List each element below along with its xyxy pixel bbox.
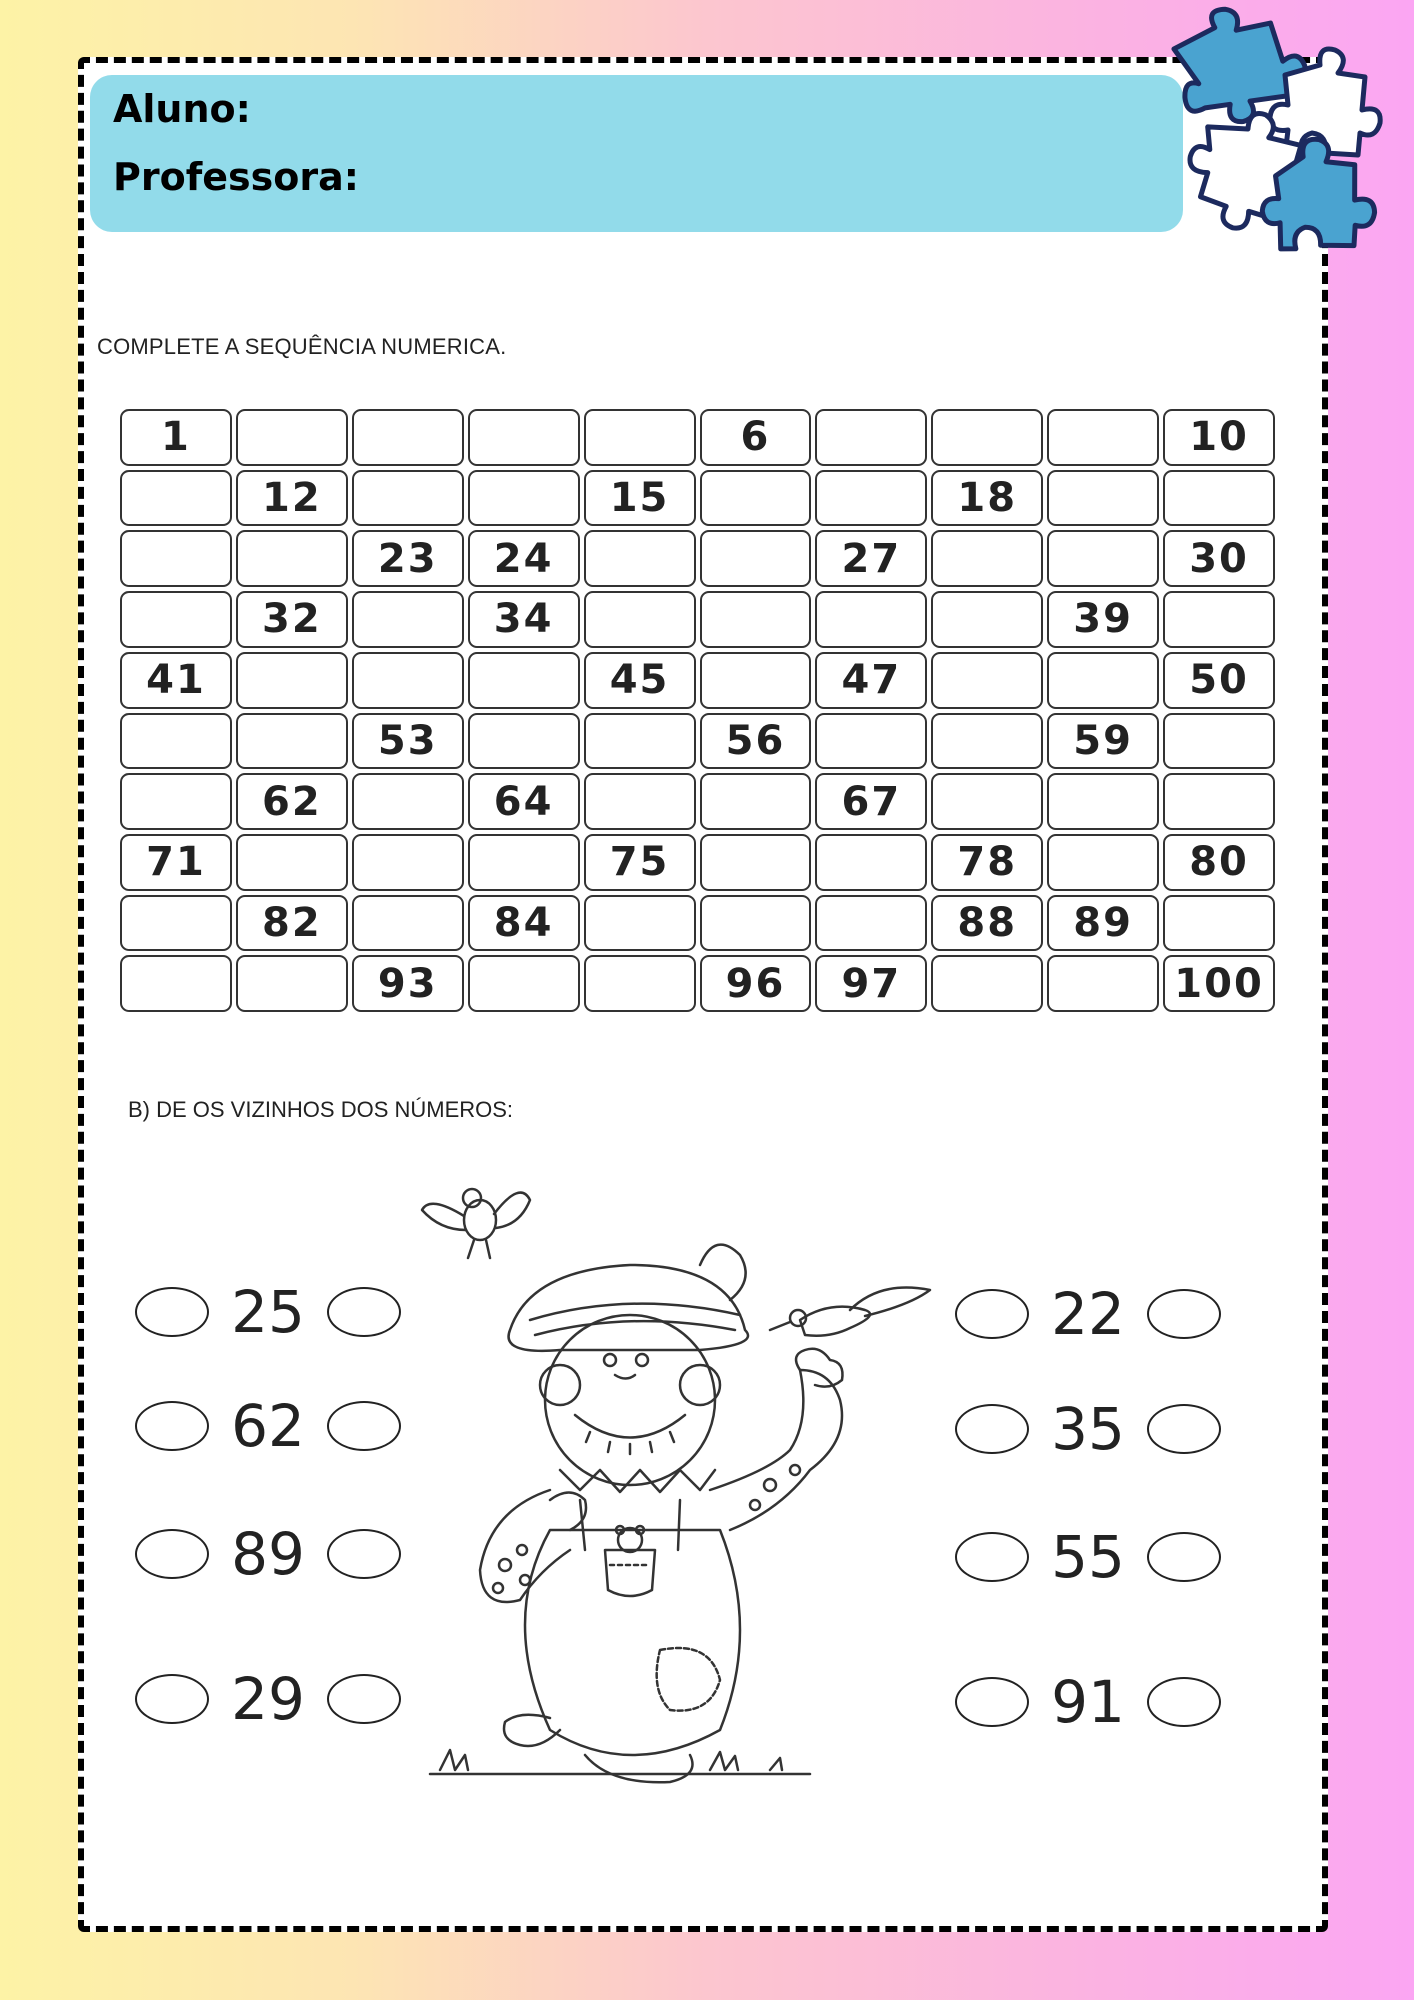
answer-circle-after[interactable]: [327, 1674, 401, 1724]
grid-cell[interactable]: [931, 409, 1043, 466]
neighbor-number: 35: [1051, 1395, 1125, 1463]
grid-cell[interactable]: [120, 955, 232, 1012]
grid-cell[interactable]: 6: [700, 409, 812, 466]
professora-label: Professora:: [113, 155, 359, 199]
grid-cell[interactable]: [120, 895, 232, 952]
grid-cell[interactable]: 30: [1163, 530, 1275, 587]
grid-cell[interactable]: [1163, 591, 1275, 648]
grid-cell[interactable]: 56: [700, 713, 812, 770]
neighbor-number: 25: [231, 1278, 305, 1346]
grid-cell[interactable]: [236, 652, 348, 709]
answer-circle-before[interactable]: [135, 1401, 209, 1451]
grid-cell[interactable]: [700, 834, 812, 891]
answer-circle-before[interactable]: [135, 1287, 209, 1337]
grid-cell[interactable]: [1047, 955, 1159, 1012]
neighbor-number: 62: [231, 1392, 305, 1460]
grid-cell[interactable]: [352, 409, 464, 466]
grid-cell[interactable]: [1047, 530, 1159, 587]
grid-cell[interactable]: [468, 834, 580, 891]
grid-cell[interactable]: [700, 470, 812, 527]
grid-cell[interactable]: 100: [1163, 955, 1275, 1012]
grid-cell[interactable]: [584, 591, 696, 648]
answer-circle-before[interactable]: [135, 1529, 209, 1579]
grid-cell[interactable]: 97: [815, 955, 927, 1012]
grid-cell[interactable]: 39: [1047, 591, 1159, 648]
grid-cell[interactable]: 45: [584, 652, 696, 709]
neighbor-row-left-2: [135, 1392, 401, 1460]
grid-cell[interactable]: 88: [931, 895, 1043, 952]
grid-cell[interactable]: 53: [352, 713, 464, 770]
grid-cell[interactable]: 67: [815, 773, 927, 830]
grid-cell[interactable]: [700, 652, 812, 709]
grid-cell[interactable]: [815, 591, 927, 648]
grid-cell[interactable]: 80: [1163, 834, 1275, 891]
grid-cell[interactable]: 84: [468, 895, 580, 952]
grid-cell[interactable]: [1047, 773, 1159, 830]
neighbor-number: 29: [231, 1665, 305, 1733]
grid-cell[interactable]: [236, 530, 348, 587]
neighbor-row-left-1: [135, 1278, 401, 1346]
grid-cell[interactable]: [468, 409, 580, 466]
grid-cell[interactable]: 18: [931, 470, 1043, 527]
grid-cell[interactable]: 41: [120, 652, 232, 709]
grid-cell[interactable]: [1163, 895, 1275, 952]
grid-cell[interactable]: [352, 591, 464, 648]
grid-cell[interactable]: [236, 409, 348, 466]
grid-cell[interactable]: [352, 773, 464, 830]
grid-cell[interactable]: [236, 713, 348, 770]
grid-cell[interactable]: [700, 591, 812, 648]
grid-cell[interactable]: 82: [236, 895, 348, 952]
grid-cell[interactable]: 89: [1047, 895, 1159, 952]
grid-cell[interactable]: [120, 530, 232, 587]
neighbor-row-left-4: [135, 1665, 401, 1733]
grid-cell[interactable]: [700, 773, 812, 830]
grid-cell[interactable]: [1163, 773, 1275, 830]
grid-cell[interactable]: [700, 895, 812, 952]
grid-cell[interactable]: [236, 955, 348, 1012]
grid-cell[interactable]: [815, 409, 927, 466]
grid-cell[interactable]: [352, 470, 464, 527]
grid-cell[interactable]: 71: [120, 834, 232, 891]
answer-circle-before[interactable]: [955, 1532, 1029, 1582]
grid-cell[interactable]: [352, 895, 464, 952]
grid-cell[interactable]: [1163, 470, 1275, 527]
neighbor-number: 55: [1051, 1523, 1125, 1591]
grid-cell[interactable]: [815, 834, 927, 891]
grid-cell[interactable]: 1: [120, 409, 232, 466]
grid-cell[interactable]: [931, 773, 1043, 830]
student-info-box: [90, 75, 1183, 232]
grid-cell[interactable]: [468, 955, 580, 1012]
grid-cell[interactable]: 75: [584, 834, 696, 891]
grid-cell[interactable]: [468, 713, 580, 770]
grid-cell[interactable]: [584, 773, 696, 830]
grid-cell[interactable]: [584, 895, 696, 952]
answer-circle-after[interactable]: [1147, 1289, 1221, 1339]
grid-cell[interactable]: 93: [352, 955, 464, 1012]
grid-cell[interactable]: [931, 955, 1043, 1012]
grid-cell[interactable]: 23: [352, 530, 464, 587]
grid-cell[interactable]: [815, 470, 927, 527]
answer-circle-before[interactable]: [955, 1404, 1029, 1454]
neighbor-number: 89: [231, 1520, 305, 1588]
grid-cell[interactable]: [1047, 409, 1159, 466]
exercise-b-title: B) DE OS VIZINHOS DOS NÚMEROS:: [128, 1097, 514, 1122]
grid-cell[interactable]: 15: [584, 470, 696, 527]
grid-cell[interactable]: 10: [1163, 409, 1275, 466]
answer-circle-after[interactable]: [327, 1529, 401, 1579]
grid-cell[interactable]: [352, 652, 464, 709]
grid-cell[interactable]: [584, 530, 696, 587]
scarecrow-illustration: [410, 1170, 950, 1790]
grid-cell[interactable]: [931, 530, 1043, 587]
grid-cell[interactable]: [352, 834, 464, 891]
answer-circle-after[interactable]: [327, 1401, 401, 1451]
grid-cell[interactable]: [584, 713, 696, 770]
answer-circle-before[interactable]: [955, 1289, 1029, 1339]
grid-cell[interactable]: [815, 713, 927, 770]
grid-cell[interactable]: [700, 530, 812, 587]
grid-cell[interactable]: [931, 713, 1043, 770]
grid-cell[interactable]: 96: [700, 955, 812, 1012]
grid-cell[interactable]: 59: [1047, 713, 1159, 770]
grid-cell[interactable]: [931, 591, 1043, 648]
grid-cell[interactable]: 27: [815, 530, 927, 587]
grid-cell[interactable]: [815, 895, 927, 952]
neighbor-number: 22: [1051, 1280, 1125, 1348]
neighbor-row-left-3: [135, 1520, 401, 1588]
neighbor-number: 91: [1051, 1668, 1125, 1736]
grid-cell[interactable]: [584, 409, 696, 466]
grid-cell[interactable]: 47: [815, 652, 927, 709]
grid-cell[interactable]: [468, 652, 580, 709]
neighbor-row-right-3: [955, 1523, 1221, 1591]
bird-left-icon: [422, 1189, 530, 1258]
neighbor-row-right-1: [955, 1280, 1221, 1348]
grid-cell[interactable]: 62: [236, 773, 348, 830]
grid-cell[interactable]: 34: [468, 591, 580, 648]
answer-circle-after[interactable]: [1147, 1404, 1221, 1454]
grid-cell[interactable]: [120, 591, 232, 648]
grid-cell[interactable]: [584, 955, 696, 1012]
answer-circle-after[interactable]: [1147, 1677, 1221, 1727]
grid-cell[interactable]: [1047, 834, 1159, 891]
grid-cell[interactable]: [120, 470, 232, 527]
answer-circle-before[interactable]: [955, 1677, 1029, 1727]
grid-cell[interactable]: 50: [1163, 652, 1275, 709]
grid-cell[interactable]: 24: [468, 530, 580, 587]
grid-cell[interactable]: [236, 834, 348, 891]
grid-cell[interactable]: [931, 652, 1043, 709]
number-grid: [118, 407, 1277, 1014]
answer-circle-before[interactable]: [135, 1674, 209, 1724]
grid-cell[interactable]: 12: [236, 470, 348, 527]
grid-cell[interactable]: 32: [236, 591, 348, 648]
puzzle-pieces-icon: [1170, 5, 1390, 260]
neighbor-row-right-4: [955, 1668, 1221, 1736]
bird-right-icon: [770, 1288, 930, 1336]
grid-cell[interactable]: [468, 470, 580, 527]
grid-cell[interactable]: [1047, 470, 1159, 527]
exercise-a-title: COMPLETE A SEQUÊNCIA NUMERICA.: [97, 334, 507, 359]
grid-cell[interactable]: 64: [468, 773, 580, 830]
grid-cell[interactable]: [1047, 652, 1159, 709]
answer-circle-after[interactable]: [1147, 1532, 1221, 1582]
grid-cell[interactable]: [1163, 713, 1275, 770]
answer-circle-after[interactable]: [327, 1287, 401, 1337]
grid-cell[interactable]: [120, 773, 232, 830]
grid-cell[interactable]: 78: [931, 834, 1043, 891]
grid-cell[interactable]: [120, 713, 232, 770]
aluno-label: Aluno:: [113, 87, 251, 131]
neighbor-row-right-2: [955, 1395, 1221, 1463]
